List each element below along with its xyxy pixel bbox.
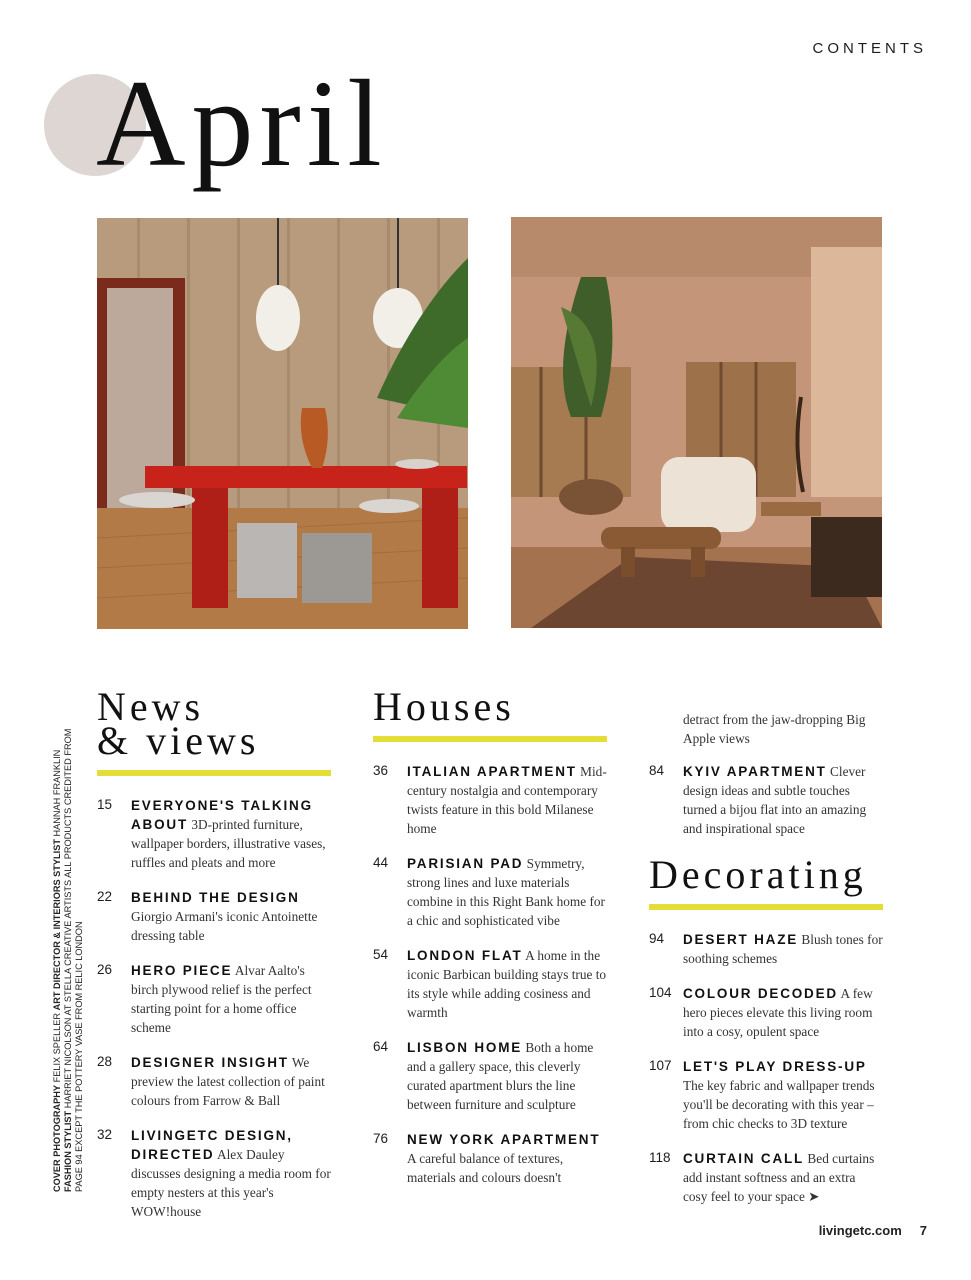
- page-footer: [819, 1223, 927, 1238]
- page-number: 36: [373, 763, 389, 778]
- section-title: [649, 852, 883, 897]
- entry-description: A home in the iconic Barbican building stays true to its style while adding cosiness and warmth: [407, 948, 607, 1020]
- entry-heading: NEW YORK APARTMENT: [407, 1132, 601, 1147]
- page-number: 64: [373, 1039, 389, 1054]
- decorating-column: [649, 710, 883, 1222]
- credit-label: FASHION STYLIST: [63, 1110, 73, 1192]
- entry-heading: DESERT HAZE: [683, 932, 799, 947]
- credit-text: HARRIET NICOLSON AT STELLA CREATIVE ARTISTS ALL PRODUCTS CREDITED FROM: [63, 728, 73, 1111]
- page-number: 22: [97, 889, 113, 904]
- contents-entry[interactable]: [373, 1130, 607, 1187]
- page-number: 84: [649, 763, 665, 778]
- page-number: 94: [649, 931, 665, 946]
- entry-description: We preview the latest collection of paint colours from Farrow & Ball: [131, 1055, 325, 1108]
- entry-description: Blush tones for soothing schemes: [683, 932, 883, 966]
- entry-heading: CURTAIN CALL: [683, 1151, 805, 1166]
- entry-heading: COLOUR DECODED: [683, 986, 838, 1001]
- entry-description: Mid-century nostalgia and contemporary twists feature in this bold Milanese home: [407, 764, 607, 836]
- contents-entry[interactable]: [649, 984, 883, 1041]
- entry-heading: LET'S PLAY DRESS-UP: [683, 1059, 867, 1074]
- page-number: 28: [97, 1054, 113, 1069]
- contents-entry[interactable]: [649, 1057, 883, 1133]
- page-number: 54: [373, 947, 389, 962]
- entry-heading: BEHIND THE DESIGN: [131, 890, 300, 905]
- dining-room-photo: [97, 218, 468, 629]
- contents-entry[interactable]: [373, 946, 607, 1022]
- section-title: [373, 684, 607, 729]
- section-title-line: Decorating: [649, 852, 867, 897]
- page-number-footer: 7: [919, 1223, 927, 1238]
- entry-heading: LIVINGETC DESIGN, DIRECTED: [131, 1128, 293, 1162]
- contents-entry[interactable]: [97, 1126, 331, 1221]
- entry-description: 3D-printed furniture, wallpaper borders, illustrative vases, ruffles and pleats and more: [131, 817, 326, 870]
- section-title-line: News: [97, 684, 205, 729]
- entry-description: Bed curtains add instant softness and an extra cosy feel to your space ➤: [683, 1151, 875, 1204]
- entry-description: A careful balance of textures, materials and colours doesn't: [407, 1151, 564, 1185]
- news-views-section: [97, 684, 331, 1237]
- contents-kicker: CONTENTS: [812, 40, 927, 57]
- living-room-photo: [511, 217, 882, 628]
- contents-entry[interactable]: [373, 762, 607, 838]
- page-title: April: [96, 55, 388, 192]
- section-title-line: Houses: [373, 684, 515, 729]
- entry-description: Both a home and a gallery space, this cleverly curated apartment blurs the line between furniture and sculpture: [407, 1040, 594, 1112]
- credit-label: COVER PHOTOGRAPHY: [52, 1084, 62, 1192]
- contents-entry[interactable]: [97, 796, 331, 872]
- entry-description: The key fabric and wallpaper trends you'll be decorating with this year – from chic checks to 3D texture: [683, 1078, 875, 1131]
- contents-entry[interactable]: [97, 888, 331, 945]
- entry-heading: EVERYONE'S TALKING ABOUT: [131, 798, 313, 832]
- contents-entry[interactable]: [97, 961, 331, 1037]
- contents-entry[interactable]: [649, 1149, 883, 1206]
- accent-bar: [649, 904, 883, 910]
- entry-heading: LISBON HOME: [407, 1040, 523, 1055]
- contents-entry[interactable]: [649, 930, 883, 968]
- entry-description: Clever design ideas and subtle touches turned a bijou flat into an amazing and inspirational space: [683, 764, 867, 836]
- section-title: [97, 684, 331, 763]
- houses-section: [373, 684, 607, 1203]
- contents-entry[interactable]: [97, 1053, 331, 1110]
- entry-description: Giorgio Armani's iconic Antoinette dressing table: [131, 909, 318, 943]
- entry-heading: HERO PIECE: [131, 963, 233, 978]
- entry-heading: KYIV APARTMENT: [683, 764, 827, 779]
- entry-description: Symmetry, strong lines and luxe materials combine in this Right Bank home for a chic and sophisticated vibe: [407, 856, 605, 928]
- entry-continuation: detract from the jaw-dropping Big Apple views: [683, 712, 866, 746]
- accent-bar: [97, 770, 331, 776]
- entry-description: Alvar Aalto's birch plywood relief is the perfect starting point for a home office scheme: [131, 963, 312, 1035]
- credit-label: ART DIRECTOR & INTERIORS STYLIST: [52, 839, 62, 1011]
- page-number: 107: [649, 1058, 672, 1073]
- page-number: 15: [97, 797, 113, 812]
- entry-heading: DESIGNER INSIGHT: [131, 1055, 289, 1070]
- contents-entry[interactable]: [649, 762, 883, 838]
- credit-text: HANNAH FRANKLIN: [52, 749, 62, 840]
- page-number: 26: [97, 962, 113, 977]
- credit-text: PAGE 94 EXCEPT THE POTTERY VASE FROM RELIC LONDON: [74, 921, 84, 1192]
- page-number: 76: [373, 1131, 389, 1146]
- contents-entry[interactable]: [373, 1038, 607, 1114]
- contents-entry[interactable]: [373, 854, 607, 930]
- page-number: 44: [373, 855, 389, 870]
- credit-text: FELIX SPELLER: [52, 1010, 62, 1085]
- site-url[interactable]: livingetc.com: [818, 1223, 902, 1238]
- entry-heading: ITALIAN APARTMENT: [407, 764, 577, 779]
- accent-bar: [373, 736, 607, 742]
- entry-heading: PARISIAN PAD: [407, 856, 524, 871]
- page-number: 104: [649, 985, 672, 1000]
- page-number: 118: [649, 1150, 671, 1165]
- section-title-line: & views: [97, 718, 260, 763]
- entry-description: Alex Dauley discusses designing a media room for empty nesters at this year's WOW!house: [131, 1147, 331, 1219]
- photo-credits: [52, 722, 85, 1192]
- page-number: 32: [97, 1127, 113, 1142]
- entry-description: A few hero pieces elevate this living room into a cosy, opulent space: [683, 986, 873, 1039]
- entry-heading: LONDON FLAT: [407, 948, 523, 963]
